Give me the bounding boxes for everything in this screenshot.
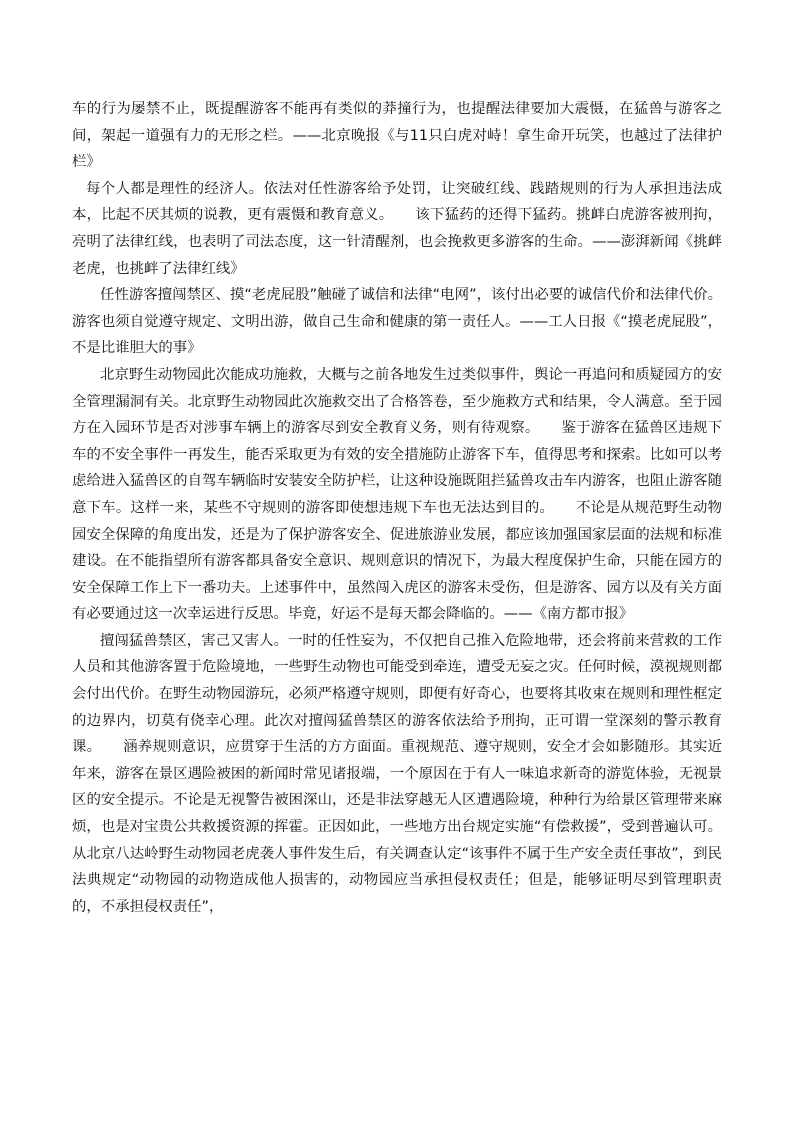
paragraph-5: 擅闯猛兽禁区，害己又害人。一时的任性妄为，不仅把自己推入危险地带，还会将前来营救的工作人员和其他游客置于危险境地，一些野生动物也可能受到牵连，遭受无妄之灾。任何时候，漠视规则都会付出代价。在野生动物园游玩，必须严格遵守规则，即便有好奇心，也要将其收束在规则和理性框定的边界内，切莫有侥幸心理。此次对擅闯猛兽禁区的游客依法给予刑拘，正可谓一堂深刻的警示教育课。 涵养规则意识，应贯穿于生活的方方面面。重视规范、遵守规则，安全才会如影随形。其实近年来，游客在景区遇险被困的新闻时常见诸报端，一个原因在于有人一味追求新奇的游览体验，无视景区的安全提示。不论是无视警告被困深山，还是非法穿越无人区遭遇险境，种种行为给景区管理带来麻烦，也是对宝贵公共救援资源的挥霍。正因如此，一些地方出台规定实施“有偿救援”，受到普遍认可。从北京八达岭野生动物园老虎袭人事件发生后，有关调查认定“该事件不属于生产安全责任事故”，到民法典规定“动物园的动物造成他人损害的，动物园应当承担侵权责任；但是，能够证明尽到管理职责的，不承担侵权责任”， <box>72 632 722 915</box>
article-body <box>72 96 722 920</box>
paragraph-1: 车的行为屡禁不止，既提醒游客不能再有类似的莽撞行为，也提醒法律要加大震慑，在猛兽与游客之间，架起一道强有力的无形之栏。——北京晚报《与11只白虎对峙！拿生命开玩笑，也越过了法律护栏》 <box>72 101 722 171</box>
paragraph-4: 北京野生动物园此次能成功施救，大概与之前各地发生过类似事件，舆论一再追问和质疑园方的安全管理漏洞有关。北京野生动物园此次施救交出了合格答卷，至少施救方式和结果，令人满意。至于园方在入园环节是否对涉事车辆上的游客尽到安全教育义务，则有待观察。 鉴于游客在猛兽区违规下车的不安全事件一再发生，能否采取更为有效的安全措施防止游客下车，值得思考和探索。比如可以考虑给进入猛兽区的自驾车辆临时安装安全防护栏，让这种设施既阻拦猛兽攻击车内游客，也阻止游客随意下车。这样一来，某些不守规则的游客即使想违规下车也无法达到目的。 不论是从规范野生动物园安全保障的角度出发，还是为了保护游客安全、促进旅游业发展，都应该加强国家层面的法规和标准建设。在不能指望所有游客都具备安全意识、规则意识的情况下，为最大程度保护生命，只能在园方的安全保障工作上下一番功夫。上述事件中，虽然闯入虎区的游客未受伤，但是游客、园方以及有关方面有必要通过这一次幸运进行反思。毕竟，好运不是每天都会降临的。——《南方都市报》 <box>72 366 722 623</box>
paragraph-3: 任性游客擅闯禁区、摸“老虎屁股”触碰了诚信和法律“电网”，该付出必要的诚信代价和法律代价。游客也须自觉遵守规定、文明出游，做自己生命和健康的第一责任人。——工人日报《“摸老虎屁股”，不是比谁胆大的事》 <box>72 287 722 357</box>
paragraph-2: 每个人都是理性的经济人。依法对任性游客给予处罚，让突破红线、践踏规则的行为人承担违法成本，比起不厌其烦的说教，更有震慑和教育意义。 该下猛药的还得下猛药。挑衅白虎游客被刑拘，亮明了法律红线，也表明了司法态度，这一针清醒剂，也会挽救更多游客的生命。——澎湃新闻《挑衅老虎，也挑衅了法律红线》 <box>72 180 722 277</box>
